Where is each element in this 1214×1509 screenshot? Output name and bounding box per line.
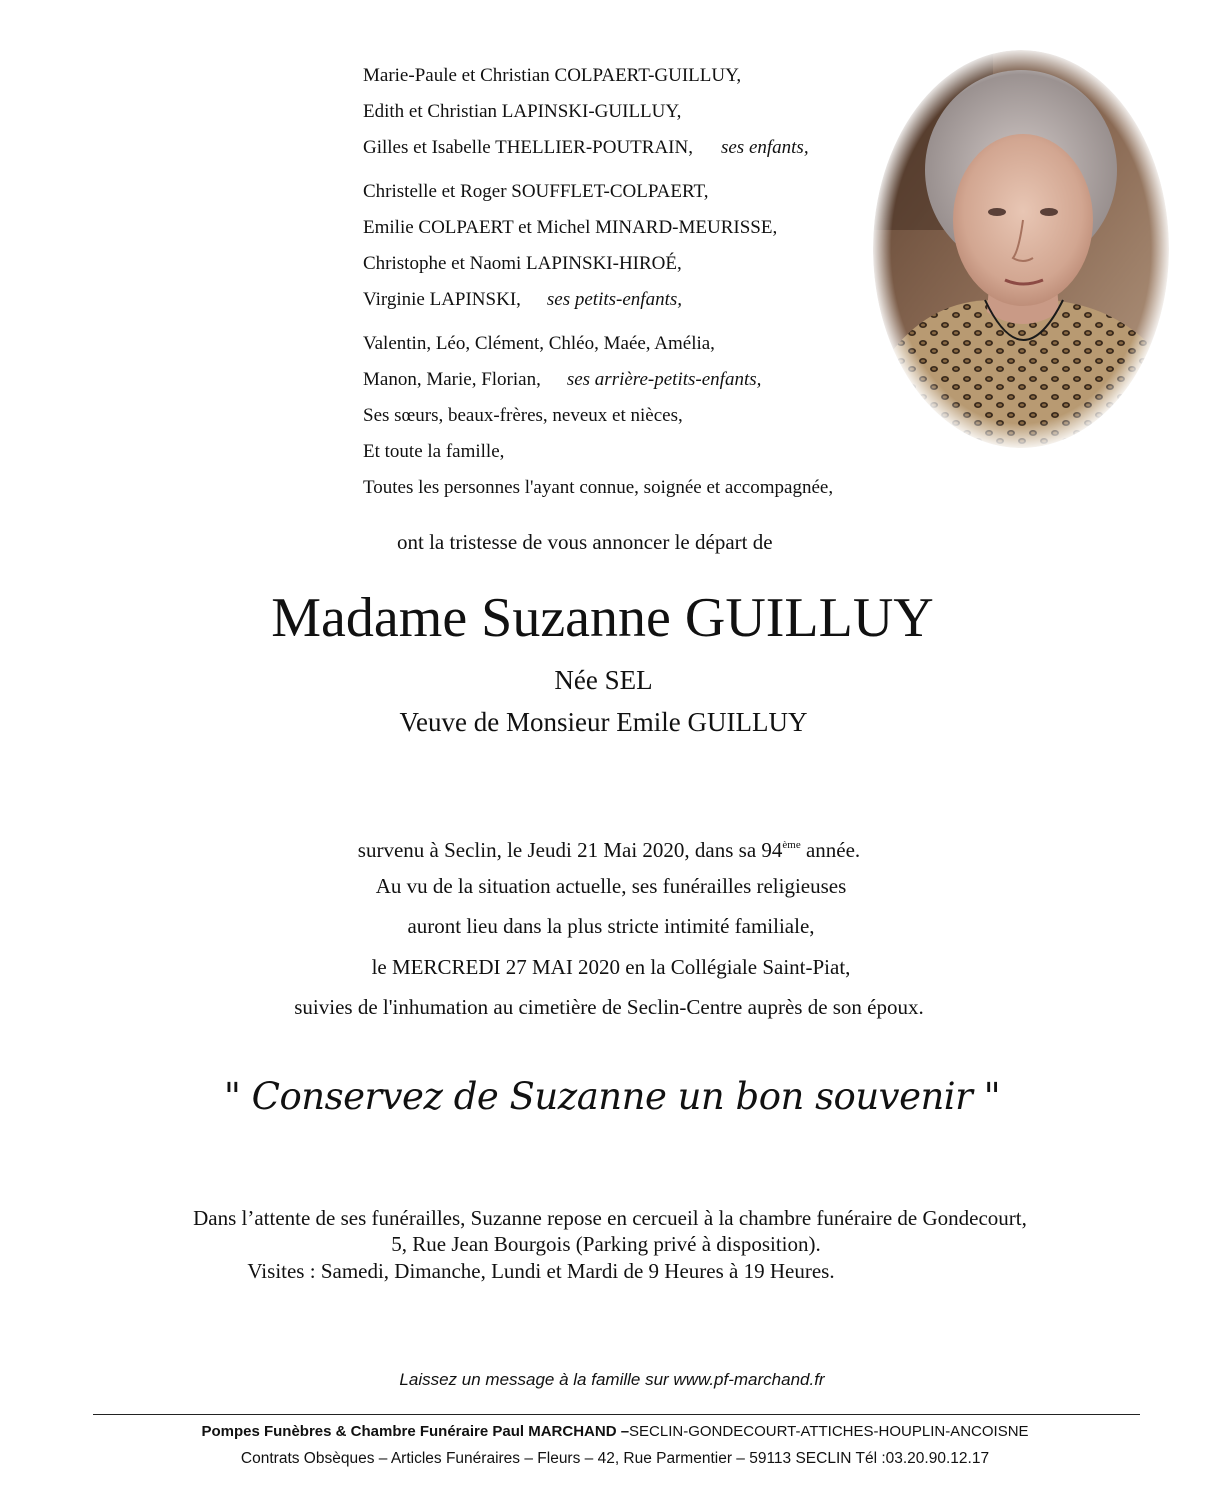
family-line bbox=[363, 440, 504, 464]
company-name: Pompes Funèbres & Chambre Funéraire Paul MARCHAND – bbox=[201, 1423, 630, 1440]
relation-note: ses arrière-petits-enfants, bbox=[566, 369, 762, 390]
relation-note: ses enfants, bbox=[720, 137, 809, 158]
footer-divider bbox=[93, 1414, 1140, 1415]
intro-text: ont la tristesse de vous annoncer le départ de bbox=[397, 530, 773, 554]
family-name: Valentin, Léo, Clément, Chléo, Maée, Amélia, bbox=[363, 333, 715, 354]
family-name: Edith et Christian LAPINSKI-GUILLUY, bbox=[363, 101, 682, 122]
family-name: Marie-Paule et Christian COLPAERT-GUILLUY, bbox=[363, 65, 742, 86]
family-name: Emilie COLPAERT et Michel MINARD-MEURISSE, bbox=[363, 217, 778, 238]
family-name: Ses sœurs, beaux-frères, neveux et nièces, bbox=[363, 405, 683, 426]
family-line bbox=[363, 332, 715, 356]
family-line bbox=[363, 64, 741, 88]
family-line bbox=[363, 476, 833, 500]
deceased-name: Madame Suzanne GUILLUY bbox=[271, 587, 934, 649]
announcement-line bbox=[0, 832, 1214, 863]
company-towns: SECLIN-GONDECOURT-ATTICHES-HOUPLIN-ANCOISNE bbox=[629, 1423, 1029, 1440]
family-name: Manon, Marie, Florian, bbox=[363, 369, 541, 390]
announcement-line: le MERCREDI 27 MAI 2020 en la Collégiale Saint-Piat, bbox=[371, 955, 851, 979]
announcement-year: année. bbox=[800, 838, 861, 862]
family-name: Gilles et Isabelle THELLIER-POUTRAIN, bbox=[363, 137, 693, 158]
family-name: Toutes les personnes l'ayant connue, soignée et accompagnée, bbox=[363, 477, 834, 498]
announcement-line: Au vu de la situation actuelle, ses funérailles religieuses bbox=[375, 874, 847, 898]
waiting-line: Visites : Samedi, Dimanche, Lundi et Mardi de 9 Heures à 19 Heures. bbox=[247, 1259, 835, 1283]
announcement-date: survenu à Seclin, le Jeudi 21 Mai 2020, dans sa 94 bbox=[357, 838, 783, 862]
announcement-line: auront lieu dans la plus stricte intimité familiale, bbox=[407, 914, 815, 938]
family-name: Virginie LAPINSKI, bbox=[363, 289, 521, 310]
family-name: Et toute la famille, bbox=[363, 441, 505, 462]
guestbook-message: Laissez un message à la famille sur www.pf-marchand.fr bbox=[399, 1370, 825, 1389]
family-line bbox=[363, 252, 682, 276]
memorial-quote: " Conservez de Suzanne un bon souvenir " bbox=[223, 1075, 1001, 1118]
family-name: Christophe et Naomi LAPINSKI-HIROÉ, bbox=[363, 253, 682, 274]
footer-company-line bbox=[0, 1423, 1214, 1440]
family-line bbox=[363, 404, 683, 428]
family-name: Christelle et Roger SOUFFLET-COLPAERT, bbox=[363, 181, 709, 202]
portrait-photo bbox=[873, 50, 1169, 448]
waiting-line: 5, Rue Jean Bourgois (Parking privé à disposition). bbox=[391, 1232, 821, 1256]
relation-note: ses petits-enfants, bbox=[546, 289, 683, 310]
family-line bbox=[363, 288, 682, 312]
maiden-name: Née SEL bbox=[554, 665, 653, 695]
family-line bbox=[363, 100, 681, 124]
ordinal-suffix: ème bbox=[782, 839, 801, 851]
waiting-line: Dans l’attente de ses funérailles, Suzanne repose en cercueil à la chambre funéraire de Gondecourt, bbox=[193, 1206, 1027, 1230]
family-line bbox=[363, 136, 809, 160]
family-line bbox=[363, 180, 708, 204]
widow-line: Veuve de Monsieur Emile GUILLUY bbox=[399, 707, 808, 737]
family-line bbox=[363, 216, 777, 240]
family-line bbox=[363, 368, 761, 392]
footer-services-line: Contrats Obsèques – Articles Funéraires – Fleurs – 42, Rue Parmentier – 59113 SECLIN Tél :03.20.90.12.17 bbox=[240, 1450, 990, 1467]
announcement-line: suivies de l'inhumation au cimetière de Seclin-Centre auprès de son époux. bbox=[294, 995, 924, 1019]
